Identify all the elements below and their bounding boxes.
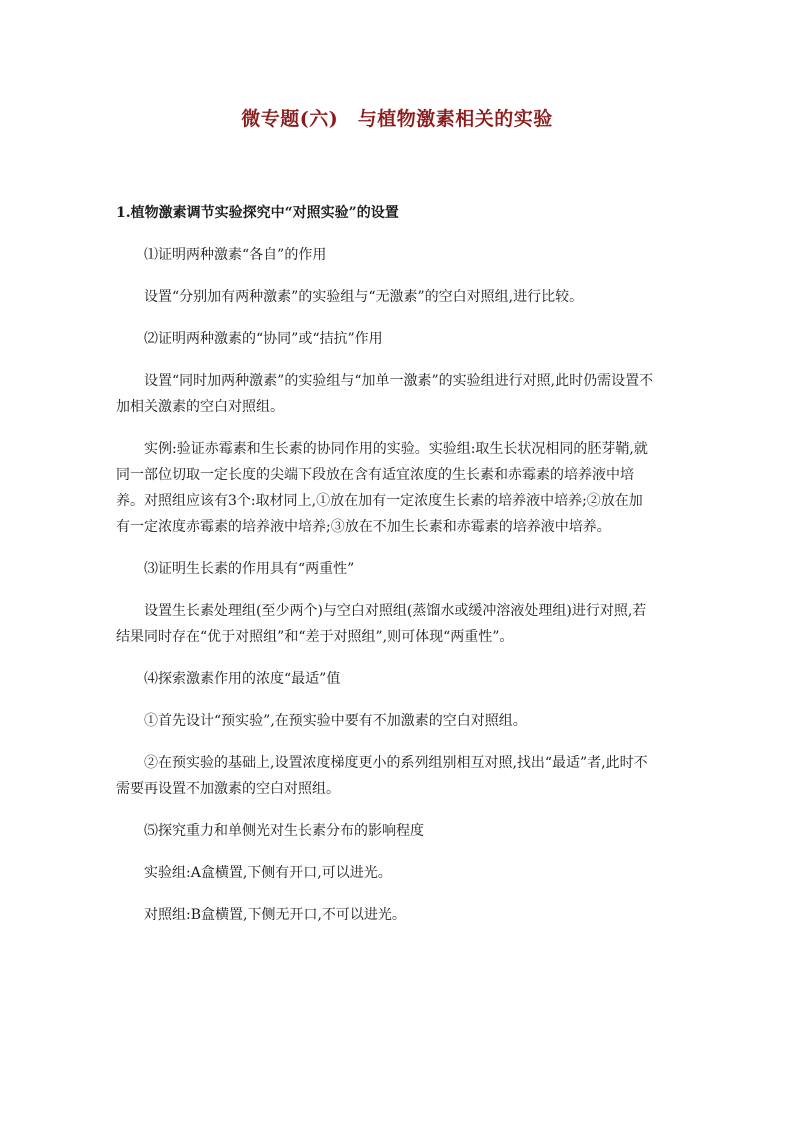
subsection-5-title: ⑸探究重力和单侧光对生长素分布的影响程度 — [144, 823, 424, 839]
document-body — [116, 200, 656, 944]
subsection-3-title: ⑶证明生长素的作用具有“两重性” — [144, 561, 355, 577]
subsection-2-title: ⑵证明两种激素的“协同”或“拮抗”作用 — [144, 331, 383, 347]
page-title: 微专题(六) 与植物激素相关的实验 — [241, 108, 553, 130]
subsection-1-title: ⑴证明两种激素“各自”的作用 — [144, 247, 327, 263]
paragraph: ②在预实验的基础上,设置浓度梯度更小的系列组别相互对照,找出“最适”者,此时不需要再设置不加激素的空白对照组。 — [116, 755, 648, 797]
paragraph: 实验组:A盒横置,下侧有开口,可以进光。 — [144, 865, 392, 881]
section-heading: 1.植物激素调节实验探究中“对照实验”的设置 — [116, 205, 399, 221]
paragraph: 对照组:B盒横置,下侧无开口,不可以进光。 — [144, 907, 406, 923]
paragraph-example: 实例:验证赤霉素和生长素的协同作用的实验。实验组:取生长状况相同的胚芽鞘,就同一部位切取一定长度的尖端下段放在含有适宜浓度的生长素和赤霉素的培养液中培养。对照组应该有3个:取材同上,①放在加有一定浓度生长素的培养液中培养;②放在加有一定浓度赤霉素的培养液中培养;③放在不加生长素和赤霉素的培养液中培养。 — [116, 441, 648, 535]
paragraph: ①首先设计“预实验”,在预实验中要有不加激素的空白对照组。 — [144, 713, 527, 729]
paragraph: 设置“分别加有两种激素”的实验组与“无激素”的空白对照组,进行比较。 — [144, 289, 584, 305]
subsection-4-title: ⑷探索激素作用的浓度“最适”值 — [144, 671, 341, 687]
paragraph: 设置“同时加两种激素”的实验组与“加单一激素”的实验组进行对照,此时仍需设置不加相关激素的空白对照组。 — [116, 373, 654, 415]
paragraph: 设置生长素处理组(至少两个)与空白对照组(蒸馏水或缓冲溶液处理组)进行对照,若结果同时存在“优于对照组”和“差于对照组”,则可体现“两重性”。 — [116, 603, 647, 645]
